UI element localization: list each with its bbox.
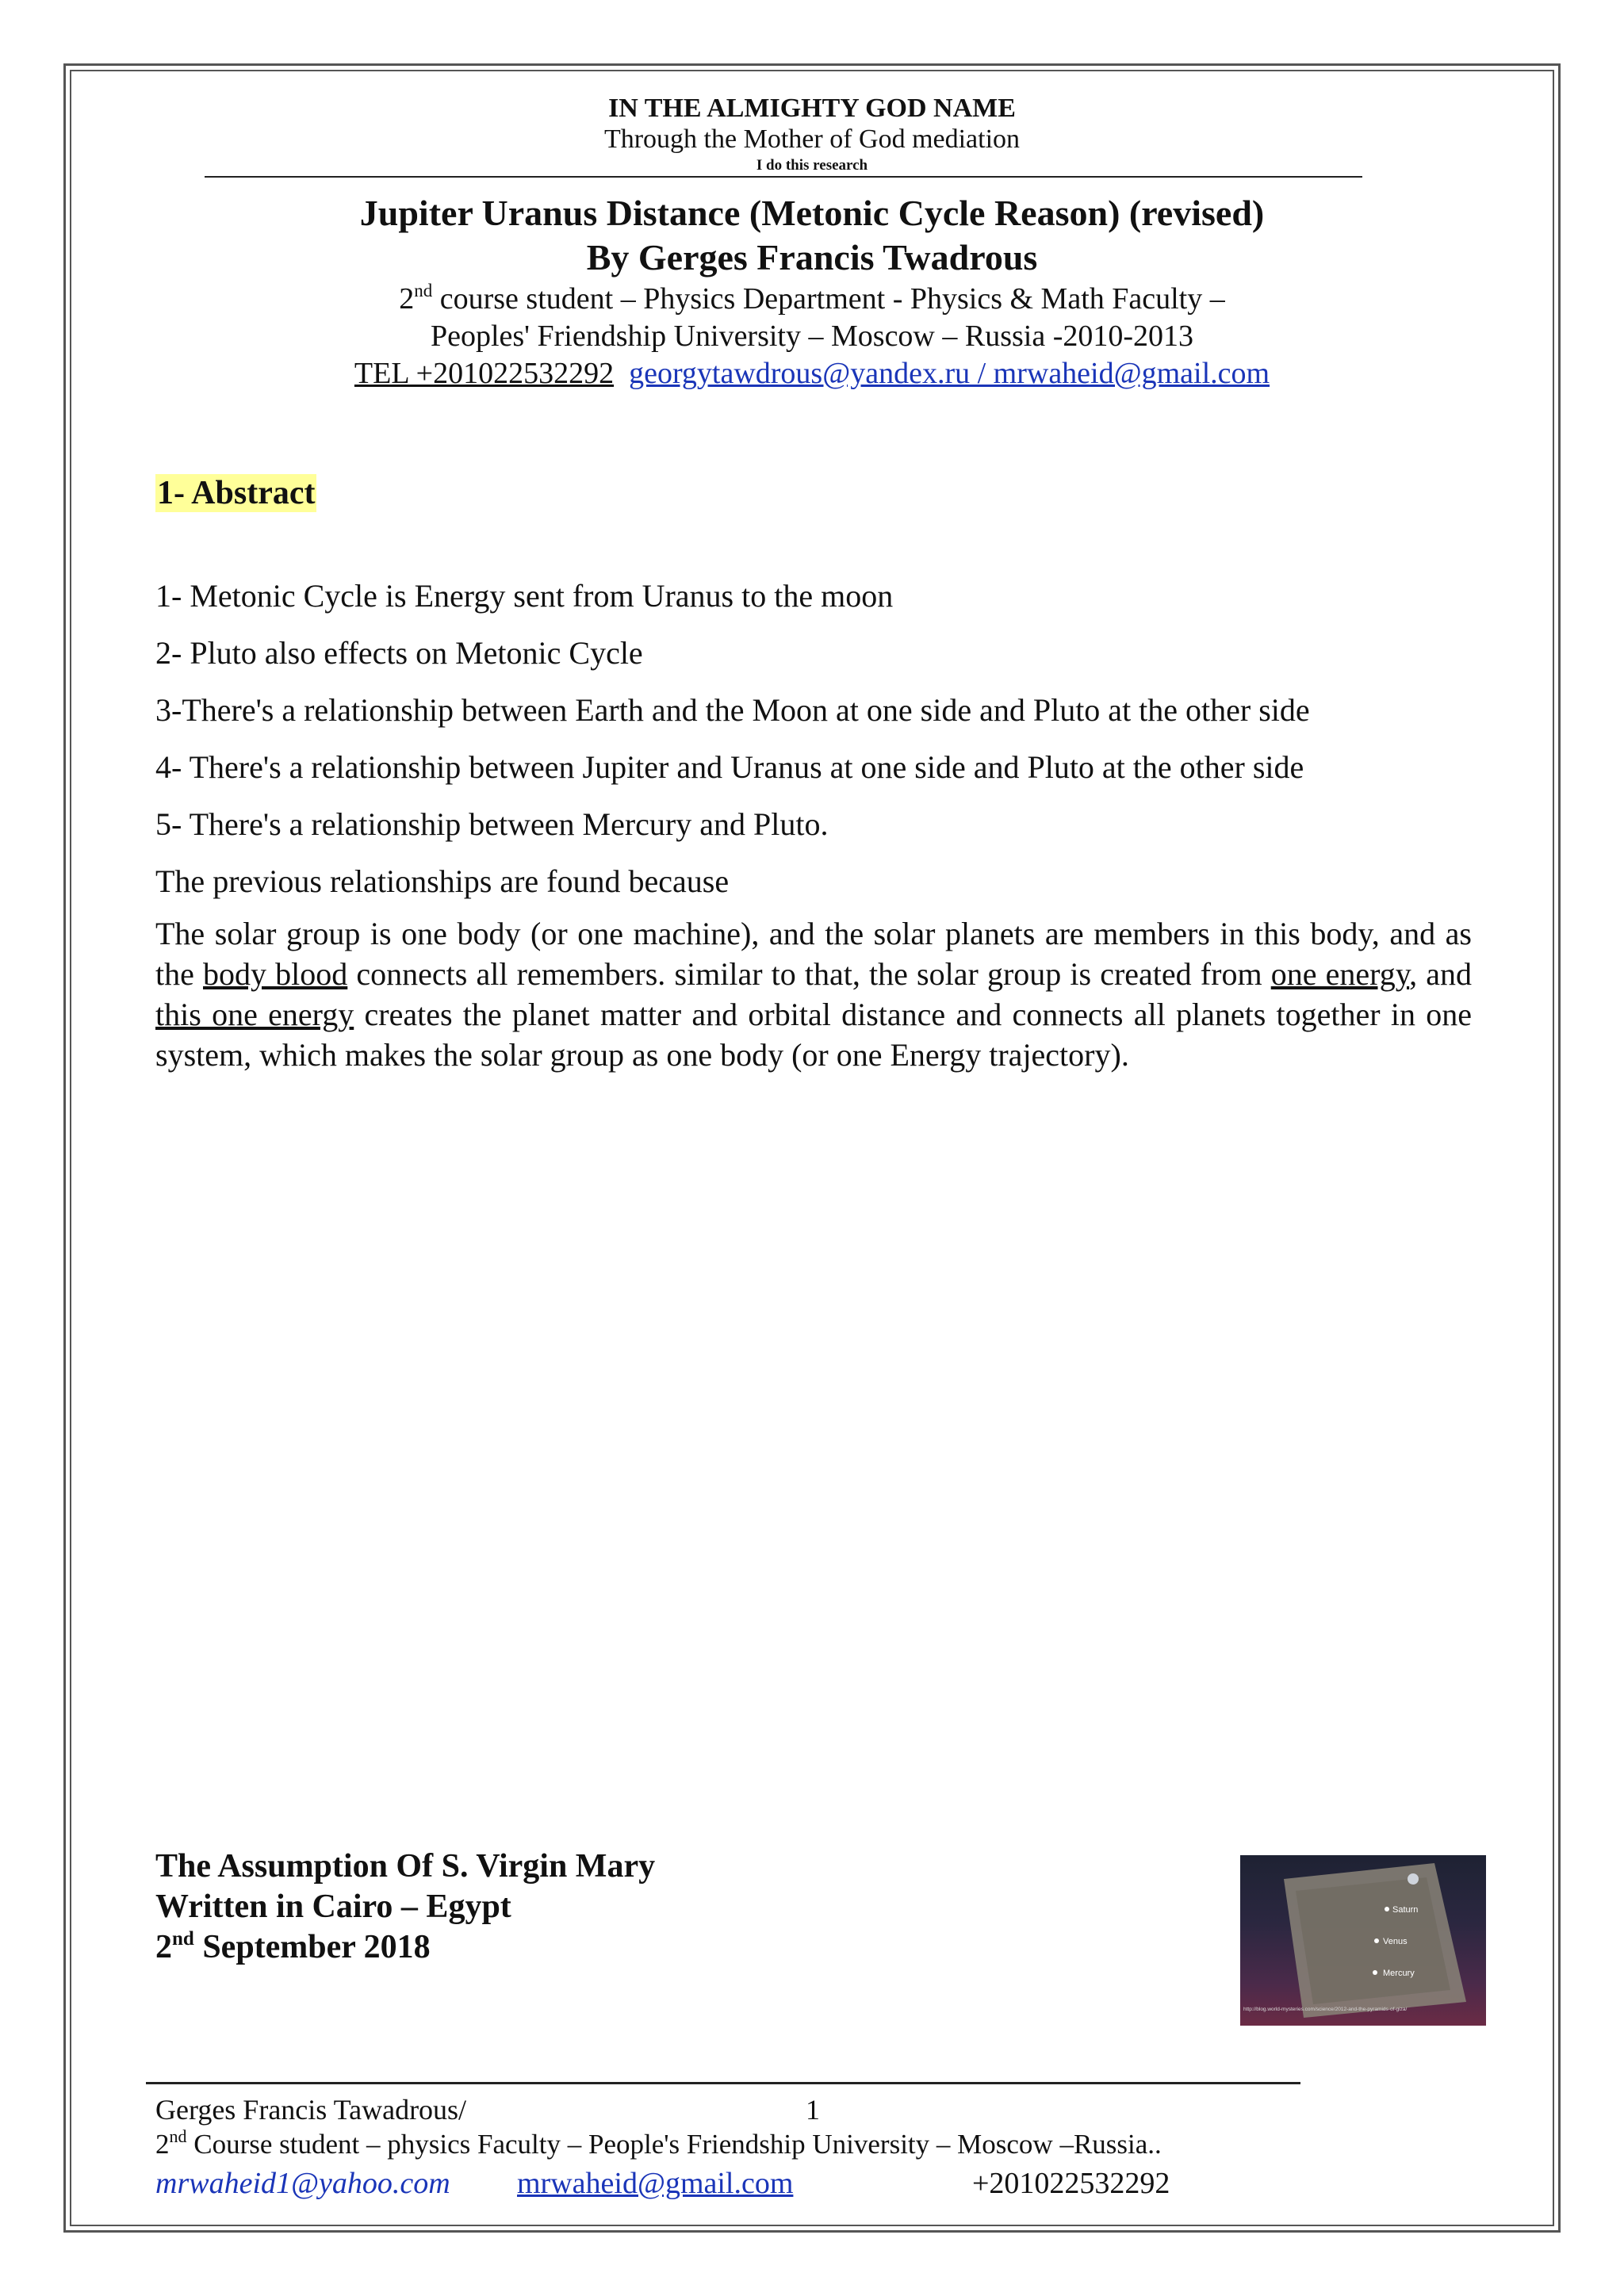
mercury-dot: [1373, 1970, 1377, 1975]
para-underline-body-blood: body blood: [203, 956, 348, 992]
abstract-point-1: 1- Metonic Cycle is Energy sent from Uranus to the moon: [155, 578, 894, 614]
abstract-point-3: 3-There's a relationship between Earth and the Moon at one side and Pluto at the other side: [155, 692, 1310, 728]
date-text: September 2018: [193, 1929, 431, 1965]
invocation-line: IN THE ALMIGHTY GOD NAME: [608, 94, 1016, 123]
closing-line-2: Written in Cairo – Egypt: [155, 1888, 511, 1925]
closing-date: [155, 1928, 431, 1966]
abstract-point-4: 4- There's a relationship between Jupiter and Uranus at one side and Pluto at the other side: [155, 749, 1304, 785]
page-number: 1: [806, 2094, 820, 2126]
abstract-point-2: 2- Pluto also effects on Metonic Cycle: [155, 635, 643, 671]
moon-dot: [1408, 1873, 1419, 1885]
footer-course-ordinal: nd: [169, 2126, 187, 2146]
course-number: 2: [399, 282, 415, 316]
para-text-4: creates the planet matter and orbital distance and connects all planets together in one system, which makes the solar group as one body (or one Energy trajectory).: [155, 997, 1473, 1073]
para-text-3: , and: [1409, 956, 1473, 992]
abstract-paragraph: [155, 913, 1472, 1075]
footer-phone: +201022532292: [972, 2167, 1170, 2200]
author-byline: By Gerges Francis Twadrous: [586, 237, 1038, 277]
author-university: Peoples' Friendship University – Moscow – Russia -2010-2013: [430, 320, 1194, 353]
photo-credit: http://blog.world-mysteries.com/science/2012-and-the-pyramids-of-giza/: [1243, 2007, 1408, 2012]
footer-course-number: 2: [155, 2129, 170, 2160]
author-course: [0, 281, 1624, 316]
footer-email-yahoo[interactable]: mrwaheid1@yahoo.com: [155, 2167, 450, 2200]
email-links[interactable]: georgytawdrous@yandex.ru / mrwaheid@gmail.com: [629, 357, 1270, 390]
abstract-heading: 1- Abstract: [157, 475, 316, 511]
course-text: course student – Physics Department - Physics & Math Faculty –: [432, 282, 1225, 316]
label-venus: Venus: [1383, 1937, 1408, 1946]
telephone: TEL +201022532292: [354, 357, 615, 390]
footer-rule: [146, 2082, 1300, 2084]
para-text-2: connects all remembers. similar to that, the solar group is created from: [347, 956, 1271, 992]
para-underline-this-one-energy: this one energy: [155, 997, 354, 1032]
label-mercury: Mercury: [1383, 1969, 1415, 1978]
planets-photo-art: [1240, 1855, 1486, 2026]
course-ordinal: nd: [414, 281, 433, 300]
abstract-lead-in: The previous relationships are found because: [155, 863, 730, 899]
para-text-1: The solar group is one body (or one machine), and the solar planets are members in this body, and as the: [155, 916, 1472, 992]
mediation-line: Through the Mother of God mediation: [603, 124, 1021, 154]
do-research-line: I do this research: [756, 157, 868, 174]
date-number: 2: [155, 1929, 172, 1965]
paper-title: Jupiter Uranus Distance (Metonic Cycle Reason) (revised): [359, 193, 1265, 233]
saturn-dot: [1385, 1907, 1389, 1911]
pyramid-shape: [1296, 1877, 1450, 2004]
author-contact: [0, 356, 1624, 391]
planets-photo: [1240, 1855, 1486, 2026]
footer-email-gmail[interactable]: mrwaheid@gmail.com: [517, 2167, 794, 2200]
date-ordinal: nd: [172, 1928, 194, 1950]
footer-course: [155, 2126, 1162, 2160]
header-rule: [205, 176, 1362, 178]
label-saturn: Saturn: [1392, 1905, 1419, 1915]
para-underline-one-energy: one energy: [1270, 956, 1410, 992]
abstract-point-5: 5- There's a relationship between Mercury and Pluto.: [155, 806, 829, 842]
venus-dot: [1374, 1938, 1379, 1943]
closing-line-1: The Assumption Of S. Virgin Mary: [155, 1848, 656, 1885]
footer-course-text: Course student – physics Faculty – People's Friendship University – Moscow –Russia..: [186, 2129, 1162, 2160]
footer-author: Gerges Francis Tawadrous/: [155, 2094, 467, 2126]
